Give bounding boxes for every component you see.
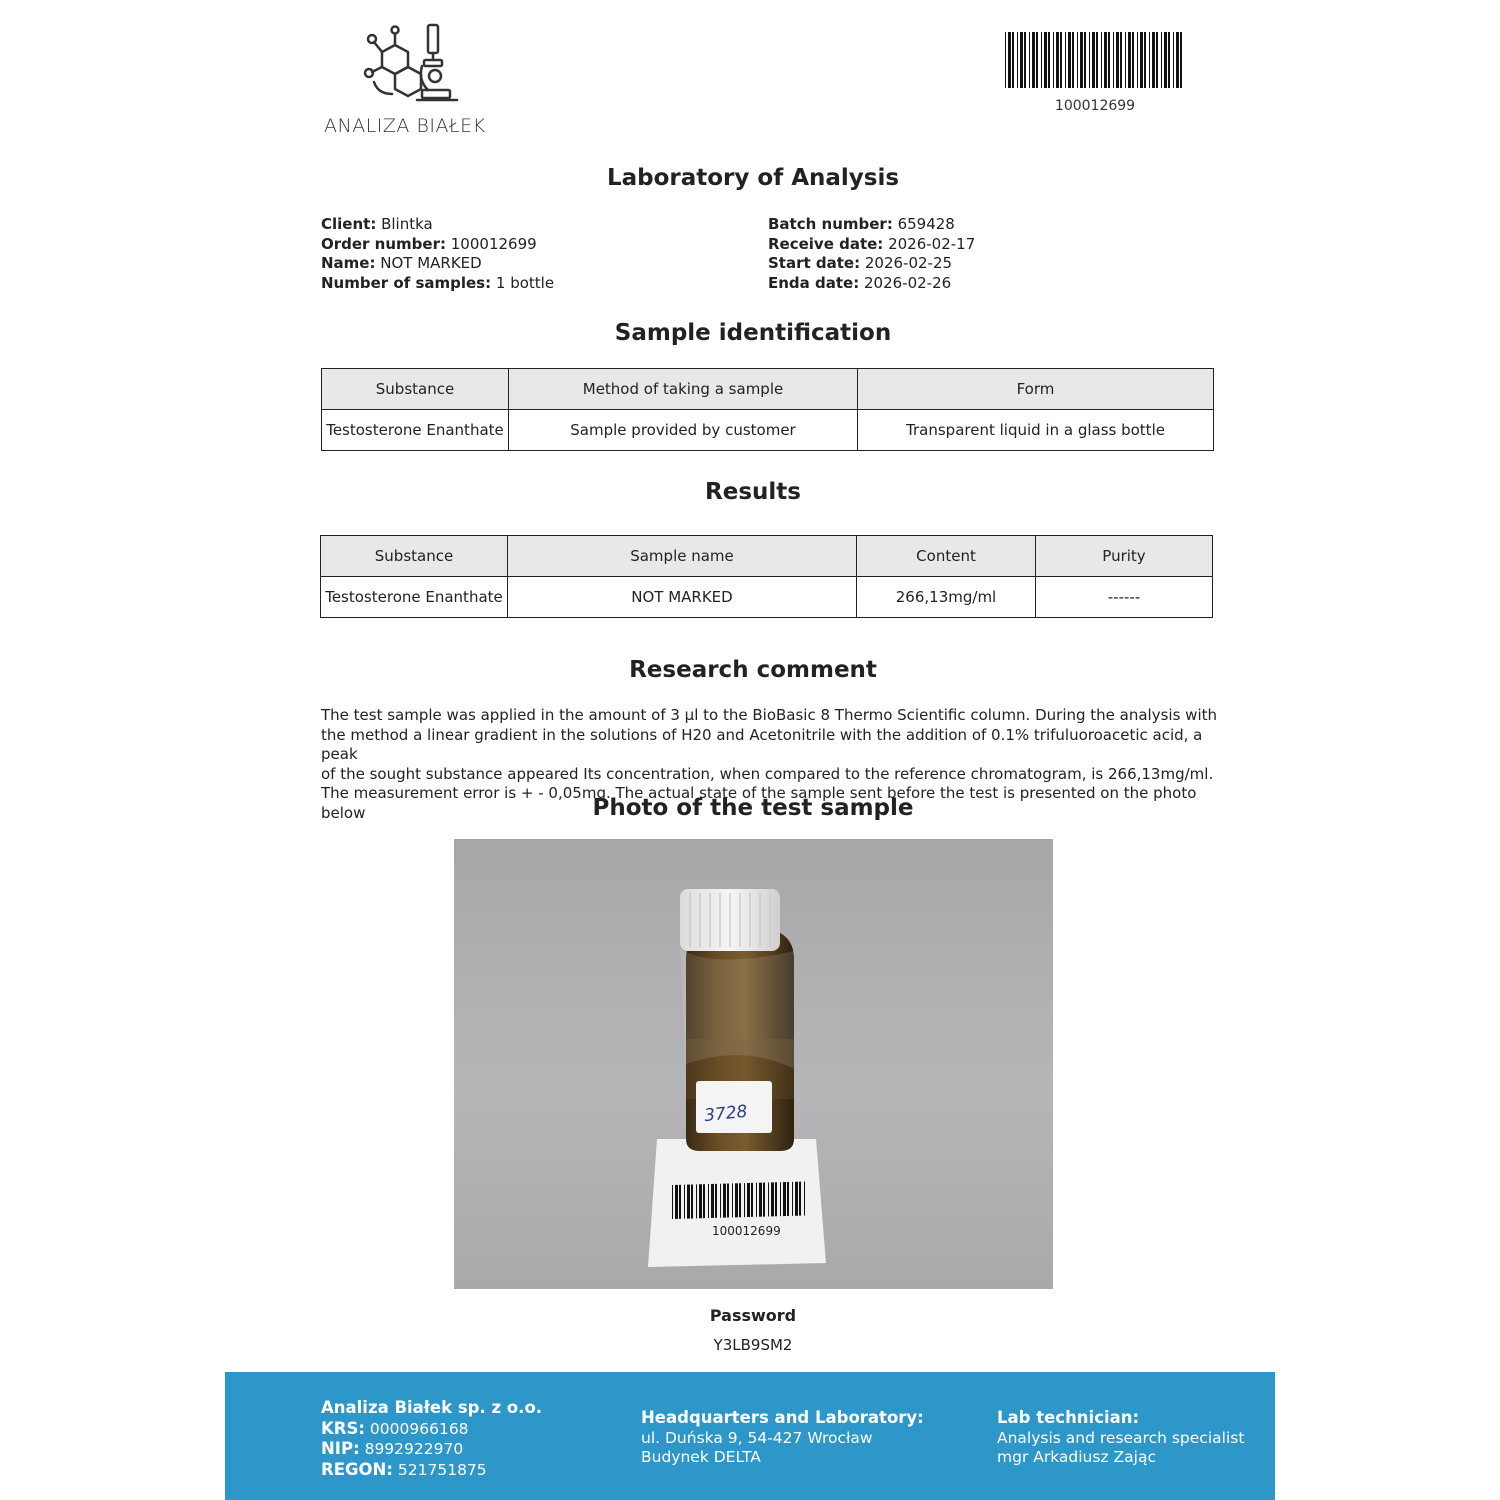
- table-cell: Testosterone Enanthate: [321, 577, 508, 618]
- start-date-row: Start date: 2026-02-25: [768, 254, 953, 272]
- footer-tech-role: Analysis and research specialist: [997, 1428, 1245, 1447]
- results-table: [320, 535, 1213, 618]
- footer-tech-name: mgr Arkadiusz Zając: [997, 1448, 1156, 1466]
- page-title: Laboratory of Analysis: [606, 165, 900, 191]
- results-heading: Results: [705, 479, 801, 505]
- bottle-label-text: 3728: [703, 1101, 749, 1127]
- client-row: Client: Blintka: [321, 215, 433, 233]
- table-header-cell: Substance: [322, 369, 509, 410]
- comment-line: the method a linear gradient in the solutions of H20 and Acetonitrile with the addition of 0.1% trifuluoroacetic acid, a peak: [321, 725, 1203, 764]
- table-cell: Transparent liquid in a glass bottle: [858, 410, 1214, 451]
- footer-lab-technician: [997, 1408, 1244, 1468]
- table-header-cell: Substance: [321, 536, 508, 577]
- table-row: [322, 410, 1214, 451]
- comment-line: The test sample was applied in the amount of 3 µl to the BioBasic 8 Thermo Scientific column. During the analysis with: [321, 706, 1217, 724]
- card-barcode-number: 100012699: [712, 1224, 781, 1238]
- password-value: Y3LB9SM2: [713, 1336, 793, 1354]
- table-row: [321, 577, 1213, 618]
- molecule-microscope-icon: [362, 20, 462, 110]
- footer-tech-title: Lab technician:: [997, 1408, 1140, 1427]
- regon-value: 521751875: [397, 1460, 487, 1479]
- company-logo: [322, 20, 502, 140]
- batch-number-row: Batch number: 659428: [768, 215, 955, 233]
- table-header-row: [322, 369, 1214, 410]
- table-header-cell: Form: [858, 369, 1214, 410]
- end-date-row: Enda date: 2026-02-26: [768, 273, 952, 292]
- footer: [225, 1372, 1275, 1500]
- order-number-row: Order number: 100012699: [321, 234, 537, 253]
- sample-identification-heading: Sample identification: [614, 320, 892, 346]
- info-right: [768, 215, 975, 293]
- research-comment-heading: Research comment: [629, 657, 877, 683]
- table-header-cell: Sample name: [508, 536, 857, 577]
- bottle-photo-image: [454, 839, 1053, 1289]
- info-left: [321, 215, 554, 293]
- krs-value: 0000966168: [369, 1419, 469, 1438]
- footer-company-name: Analiza Białek sp. z o.o.: [321, 1398, 543, 1417]
- table-cell: ------: [1036, 577, 1213, 618]
- number-of-samples-row: Number of samples: 1 bottle: [321, 273, 555, 292]
- footer-headquarters: [641, 1408, 924, 1468]
- footer-hq-title: Headquarters and Laboratory:: [641, 1408, 924, 1427]
- test-sample-photo: [454, 839, 1053, 1289]
- company-name-logo-text: ANALIZA BIAŁEK: [324, 115, 486, 137]
- sample-identification-table: [321, 368, 1214, 451]
- table-cell: Sample provided by customer: [509, 410, 858, 451]
- password-label: Password: [709, 1306, 797, 1325]
- barcode-number: 100012699: [1054, 98, 1136, 114]
- table-header-cell: Content: [857, 536, 1036, 577]
- footer-hq-address: ul. Duńska 9, 54-427 Wrocław: [641, 1428, 873, 1447]
- comment-line: The measurement error is + - 0,05mg. The actual state of the sample sent before the test is presented on the photo below: [321, 784, 1197, 822]
- footer-hq-building: Budynek DELTA: [641, 1448, 761, 1466]
- footer-company: Analiza Białek sp. z o.o. KRS: 0000966168 NIP: 8992922970 REGON: 521751875: [321, 1398, 543, 1479]
- nip-value: 8992922970: [364, 1440, 464, 1458]
- table-cell: Testosterone Enanthate: [322, 410, 509, 451]
- receive-date-row: Receive date: 2026-02-17: [768, 234, 976, 253]
- photo-heading: Photo of the test sample: [592, 795, 914, 821]
- table-header-cell: Purity: [1036, 536, 1213, 577]
- table-header-cell: Method of taking a sample: [509, 369, 858, 410]
- name-row: Name: NOT MARKED: [321, 254, 482, 272]
- table-cell: NOT MARKED: [508, 577, 857, 618]
- table-header-row: [321, 536, 1213, 577]
- barcode-icon: [1005, 32, 1185, 88]
- comment-line: of the sought substance appeared Its concentration, when compared to the reference chromatogram, is 266,13mg/ml.: [321, 764, 1214, 783]
- table-cell: 266,13mg/ml: [857, 577, 1036, 618]
- order-barcode: [1005, 32, 1185, 114]
